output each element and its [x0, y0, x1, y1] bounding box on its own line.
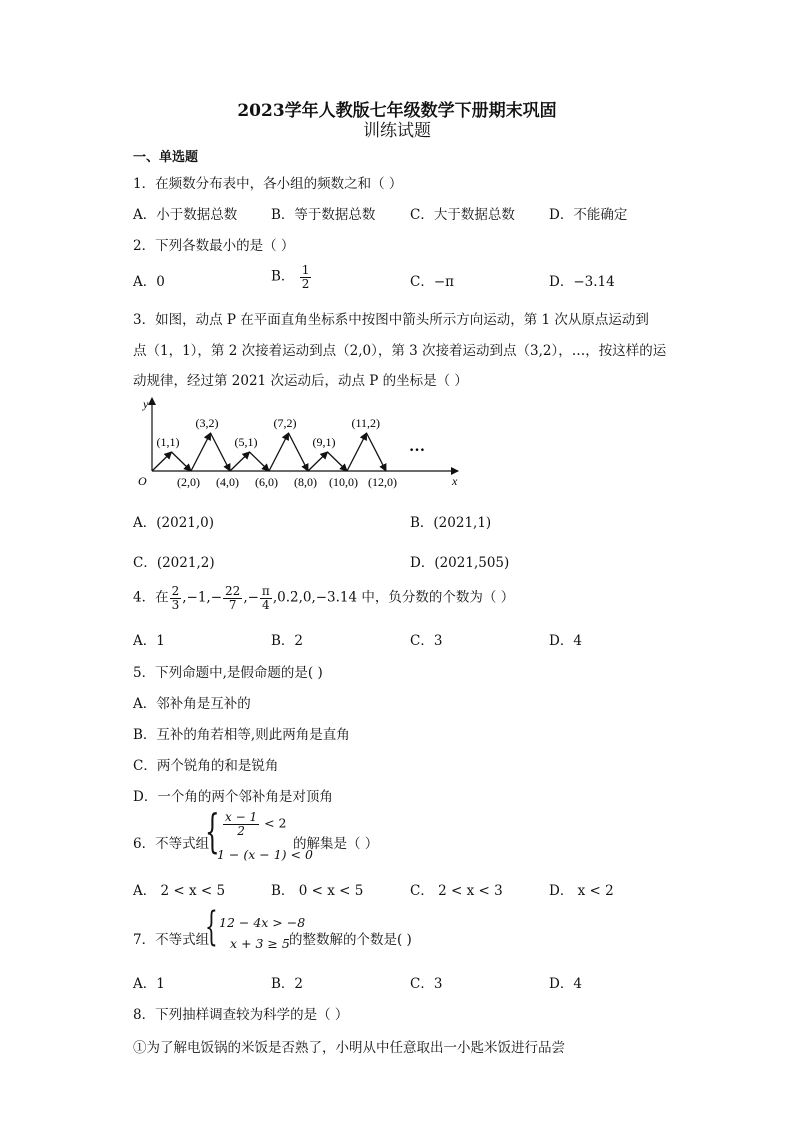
- q7-option-d[interactable]: D．4: [549, 976, 582, 992]
- q6-option-d[interactable]: D． x < 2: [549, 883, 614, 899]
- question-6-suffix: 的解集是（ ）: [293, 836, 379, 852]
- lower-point-label: (10,0): [329, 475, 358, 489]
- q2-option-d[interactable]: D．−3.14: [549, 274, 615, 290]
- motion-segment: [328, 452, 348, 471]
- q3-option-c[interactable]: C．(2021,2): [133, 555, 215, 571]
- point-labels: [157, 416, 398, 489]
- fraction-denominator: 2: [301, 276, 310, 291]
- fraction-denominator: 2: [237, 823, 245, 838]
- q7-inequality-2: x + 3 ≥ 5: [230, 936, 290, 951]
- fraction-numerator: 22: [225, 584, 241, 598]
- fraction-numerator: 2: [171, 584, 180, 598]
- fraction-denominator: 4: [262, 597, 270, 612]
- upper-point-label: (7,2): [273, 416, 297, 430]
- q7-option-a[interactable]: A．1: [133, 976, 165, 992]
- q3-option-a[interactable]: A．(2021,0): [133, 515, 215, 531]
- origin-label: O: [138, 474, 147, 488]
- motion-segment: [152, 452, 172, 471]
- motion-segment: [250, 452, 270, 471]
- q2-option-a[interactable]: A．0: [133, 274, 165, 290]
- q4-suffix: ,0.2̇,0,−3.14 中，负分数的个数为（ ）: [272, 589, 515, 606]
- q2-option-b-fraction: [300, 264, 312, 290]
- motion-segment: [211, 433, 231, 471]
- question-2-stem: 2．下列各数最小的是（ ）: [133, 238, 295, 254]
- motion-segment: [172, 452, 192, 471]
- q5-option-c[interactable]: C．两个锐角的和是锐角: [133, 758, 279, 774]
- q2-option-c[interactable]: C．−π: [410, 274, 455, 290]
- q3-option-d[interactable]: D．(2021,505): [410, 555, 510, 571]
- q1-option-a[interactable]: A．小于数据总数: [133, 207, 238, 223]
- fraction-numerator: 1: [301, 263, 310, 277]
- x-axis-label: x: [452, 474, 458, 488]
- motion-segment: [191, 433, 211, 471]
- q6-option-a[interactable]: A． 2 < x < 5: [133, 883, 226, 899]
- q4-option-c[interactable]: C．3: [410, 633, 443, 649]
- q1-option-b[interactable]: B．等于数据总数: [271, 207, 376, 223]
- question-4-stem: [133, 585, 514, 611]
- motion-segment: [230, 452, 250, 471]
- q7-brace: {: [205, 904, 218, 950]
- q4-mid-2: ,−: [243, 589, 259, 606]
- q4-fraction-3: [260, 585, 272, 611]
- q3-coordinate-figure: [128, 392, 468, 494]
- q6-inequality-1: [222, 811, 286, 837]
- question-3-line1: 3．如图，动点 P 在平面直角坐标系中按图中箭头所示方向运动，第 1 次从原点运动到: [133, 312, 649, 328]
- question-1-stem: 1．在频数分布表中，各小组的频数之和（ ）: [133, 176, 403, 192]
- q4-option-d[interactable]: D．4: [549, 633, 582, 649]
- fraction-numerator: x − 1: [225, 810, 258, 824]
- fraction-denominator: 3: [171, 597, 180, 612]
- q6-option-b[interactable]: B． 0 < x < 5: [271, 883, 364, 899]
- upper-point-label: (3,2): [195, 416, 219, 430]
- q5-option-a[interactable]: A．邻补角是互补的: [133, 696, 251, 712]
- motion-segment: [308, 452, 328, 471]
- q4-fraction-1: [170, 585, 182, 611]
- upper-point-label: (9,1): [312, 435, 336, 449]
- q6-ineq1-fraction: [223, 811, 259, 837]
- page-title: 2023学年人教版七年级数学下册期末巩固: [237, 101, 557, 121]
- question-3-line2: 点（1，1），第 2 次接着运动到点（2,0），第 3 次接着运动到点（3,2），…，按这样的运: [133, 343, 667, 359]
- q7-option-b[interactable]: B．2: [271, 976, 304, 992]
- q8-item-1: ①为了解电饭锅的米饭是否熟了，小明从中任意取出一小匙米饭进行品尝: [133, 1040, 565, 1056]
- q4-option-b[interactable]: B．2: [271, 633, 304, 649]
- q7-inequality-1: 12 − 4x > −8: [219, 915, 306, 930]
- q6-brace: {: [205, 804, 220, 858]
- q4-fraction-2: [223, 585, 242, 611]
- q4-option-a[interactable]: A．1: [133, 633, 165, 649]
- q6-inequality-2: 1 − (x − 1) < 0: [217, 847, 313, 862]
- q2-option-b[interactable]: [271, 264, 312, 290]
- fraction-numerator: π: [261, 584, 270, 598]
- lower-point-label: (6,0): [255, 475, 278, 489]
- motion-segment: [347, 433, 367, 471]
- motion-segment: [367, 433, 387, 471]
- q1-option-d[interactable]: D．不能确定: [549, 207, 628, 223]
- upper-point-label: (1,1): [156, 435, 180, 449]
- q5-option-b[interactable]: B．互补的角若相等,则此两角是直角: [133, 727, 350, 743]
- section-heading: 一、单选题: [133, 150, 199, 165]
- motion-segment: [269, 433, 289, 471]
- motion-segment: [289, 433, 309, 471]
- question-7-suffix: 的整数解的个数是( ): [289, 932, 412, 948]
- question-7-prefix: 7．不等式组: [133, 932, 210, 948]
- question-5-stem: 5．下列命题中,是假命题的是( ): [133, 665, 323, 681]
- motion-path: [152, 433, 386, 471]
- q1-option-c[interactable]: C．大于数据总数: [410, 207, 515, 223]
- y-axis-label: y: [143, 397, 149, 411]
- q4-mid-1: ,−1,−: [182, 589, 223, 606]
- q3-option-b[interactable]: B．(2021,1): [410, 515, 492, 531]
- q6-ineq1-rest: < 2: [264, 815, 287, 831]
- lower-point-label: (2,0): [177, 475, 200, 489]
- q6-option-c[interactable]: C． 2 < x < 3: [410, 883, 503, 899]
- question-3-line3: 动规律，经过第 2021 次运动后，动点 P 的坐标是（ ）: [133, 373, 468, 389]
- q5-option-d[interactable]: D．一个角的两个邻补角是对顶角: [133, 789, 333, 805]
- upper-point-label: (11,2): [351, 416, 381, 430]
- question-8-stem: 8．下列抽样调查较为科学的是（ ）: [133, 1007, 349, 1023]
- lower-point-label: (8,0): [294, 475, 317, 489]
- q4-prefix: 4．在: [133, 589, 169, 606]
- figure-ellipsis: …: [409, 438, 425, 455]
- lower-point-label: (12,0): [368, 475, 397, 489]
- q2-option-b-label: B．: [271, 268, 295, 285]
- q7-option-c[interactable]: C．3: [410, 976, 443, 992]
- question-6-prefix: 6．不等式组: [133, 836, 210, 852]
- page-subtitle: 训练试题: [363, 121, 431, 141]
- lower-point-label: (4,0): [216, 475, 239, 489]
- upper-point-label: (5,1): [234, 435, 258, 449]
- fraction-denominator: 7: [228, 597, 237, 612]
